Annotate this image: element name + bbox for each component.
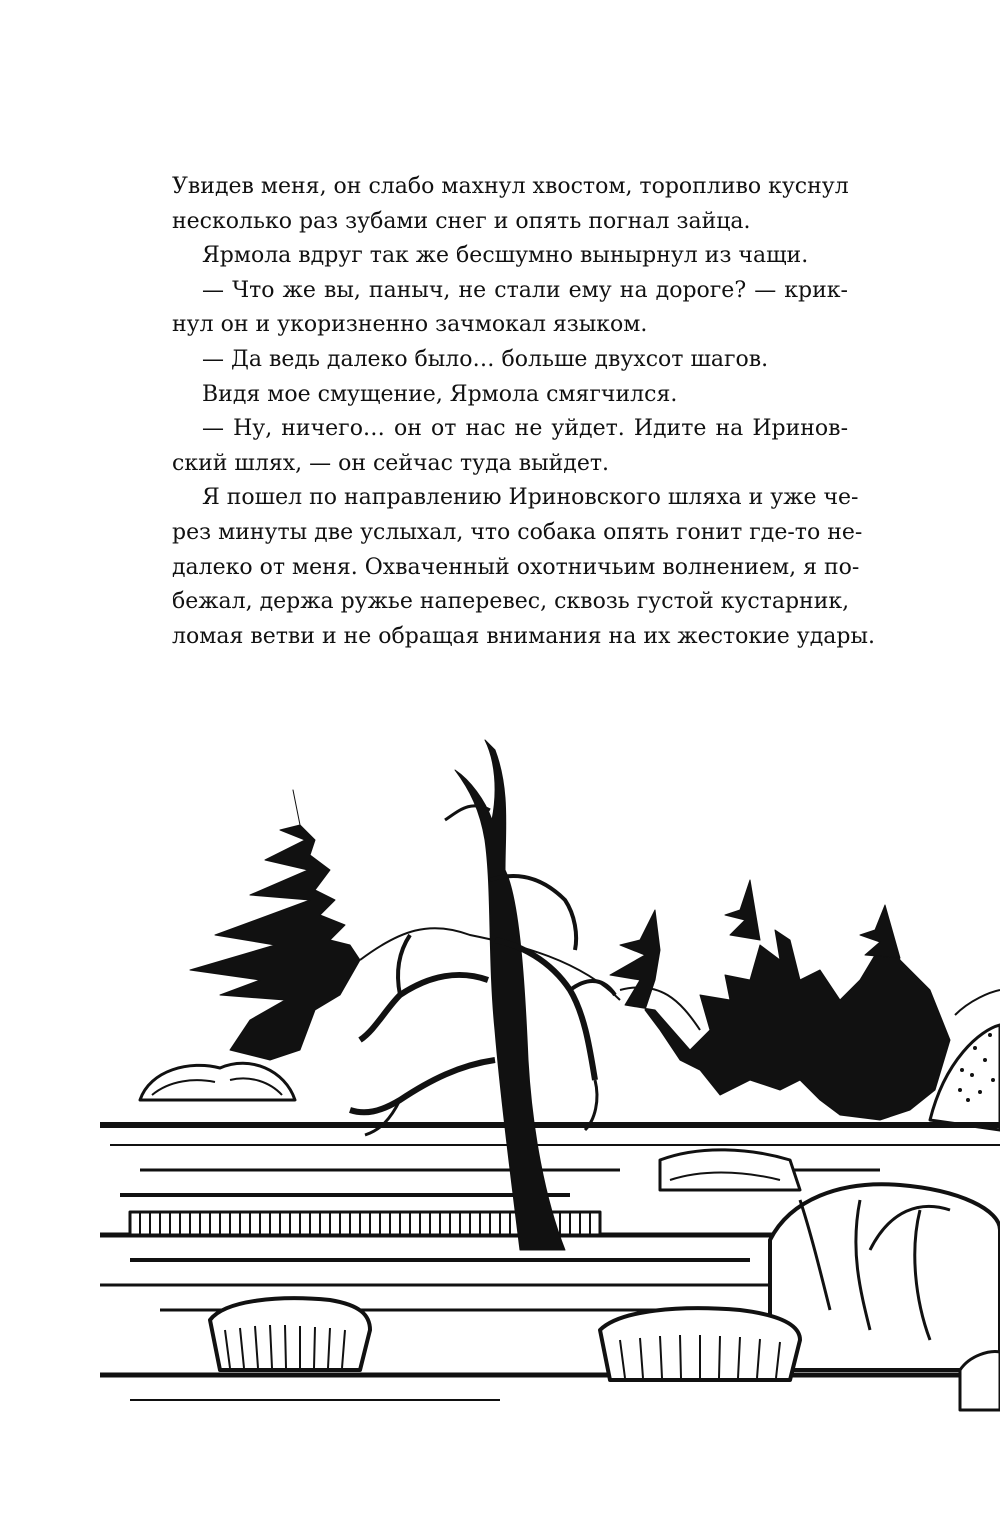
text-line-6: — Да ведь далеко было… больше двухсот шагов.: [202, 346, 769, 372]
text-line-2: несколько раз зубами снег и опять погнал зайца.: [172, 208, 751, 234]
forest-swamp-landscape-illustration: [100, 730, 1000, 1420]
text-line-4: — Что же вы, паныч, не стали ему на дороге? — крик-: [202, 277, 848, 303]
text-line-8: — Ну, ничего… он от нас не уйдет. Идите на Иринов-: [202, 416, 848, 442]
text-line-5: нул он и укоризненно зачмокал языком.: [172, 312, 648, 338]
text-line-9: ский шлях, — он сейчас туда выйдет.: [172, 450, 610, 476]
text-line-13: бежал, держа ружье наперевес, сквозь густой кустарник,: [172, 589, 850, 615]
text-line-7: Видя мое смущение, Ярмола смягчился.: [202, 381, 678, 407]
text-line-10: Я пошел по направлению Ириновского шляха и уже че-: [202, 485, 859, 511]
text-line-14: ломая ветви и не обращая внимания на их жестокие удары.: [172, 623, 875, 649]
text-line-12: далеко от меня. Охваченный охотничьим волнением, я по-: [172, 554, 860, 580]
text-line-1: Увидев меня, он слабо махнул хвостом, торопливо куснул: [172, 174, 849, 199]
text-line-11: рез минуты две услыхал, что собака опять гонит где-то не-: [172, 519, 863, 545]
text-line-3: Ярмола вдруг так же бесшумно вынырнул из чащи.: [202, 243, 809, 269]
page-text: [172, 170, 875, 654]
